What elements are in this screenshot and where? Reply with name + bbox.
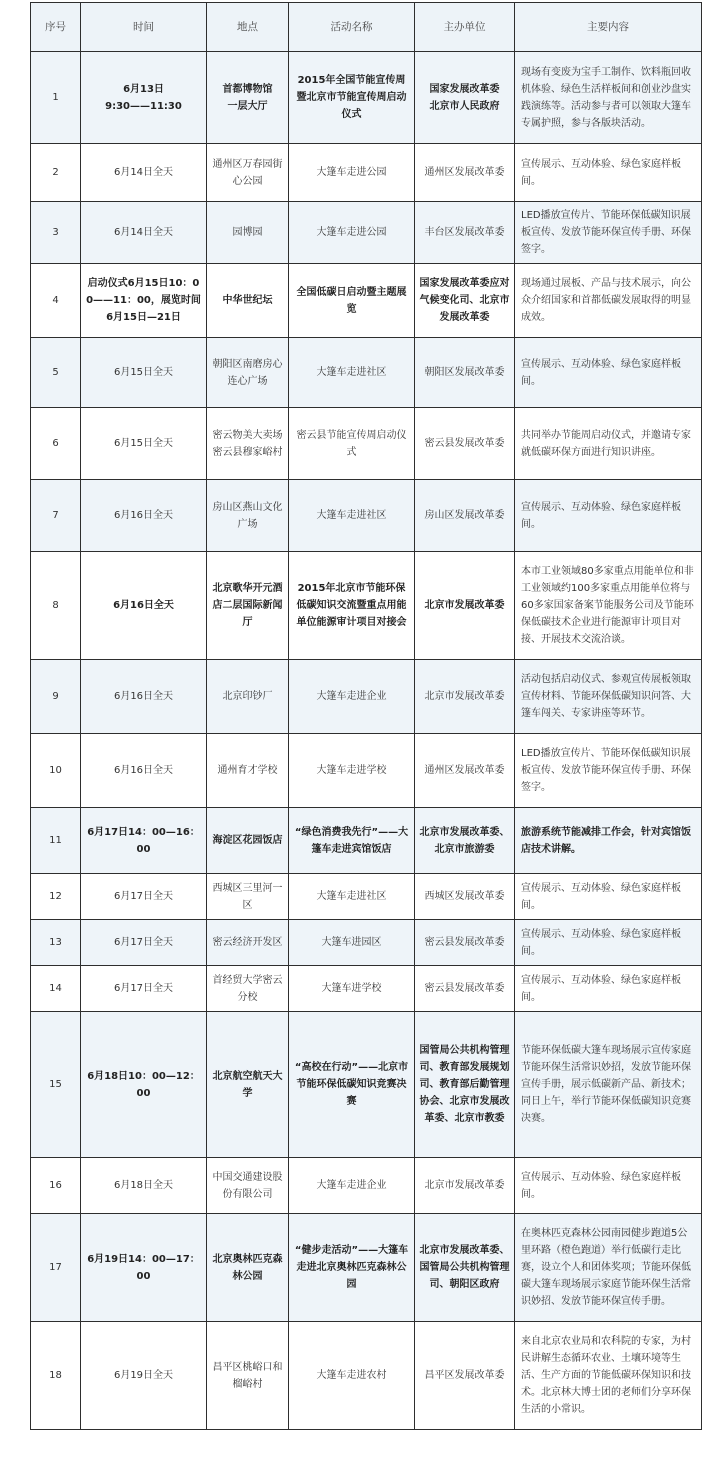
cell-no: 10: [31, 734, 81, 808]
cell-place: 北京航空航天大学: [207, 1012, 289, 1158]
cell-time: 启动仪式6月15日10：00——11：00，展览时间6月15日—21日: [81, 264, 207, 338]
cell-time: 6月16日全天: [81, 660, 207, 734]
cell-time: 6月16日全天: [81, 552, 207, 660]
cell-time: 6月19日全天: [81, 1322, 207, 1430]
cell-activity: 大篷车走进农村: [289, 1322, 415, 1430]
cell-organizer: 西城区发展改革委: [415, 874, 515, 920]
header-activity: 活动名称: [289, 3, 415, 52]
cell-time: 6月14日全天: [81, 144, 207, 202]
table-row: [31, 734, 702, 808]
cell-place: 密云物美大卖场 密云县穆家峪村: [207, 408, 289, 480]
cell-organizer: 密云县发展改革委: [415, 966, 515, 1012]
schedule-table-wrapper: [30, 2, 701, 1430]
cell-place: 北京歌华开元酒店二层国际新闻厅: [207, 552, 289, 660]
table-row: [31, 480, 702, 552]
cell-content: 宣传展示、互动体验、绿色家庭样板间。: [515, 144, 702, 202]
table-row: [31, 1158, 702, 1214]
cell-place: 通州区万春园街心公园: [207, 144, 289, 202]
cell-organizer: 国家发展改革委 北京市人民政府: [415, 52, 515, 144]
cell-place: 首都博物馆 一层大厅: [207, 52, 289, 144]
cell-organizer: 北京市发展改革委: [415, 552, 515, 660]
cell-place: 朝阳区南磨房心连心广场: [207, 338, 289, 408]
cell-content: 共同举办节能周启动仪式，并邀请专家就低碳环保方面进行知识讲座。: [515, 408, 702, 480]
table-row: [31, 1012, 702, 1158]
cell-organizer: 密云县发展改革委: [415, 920, 515, 966]
cell-time: 6月17日全天: [81, 966, 207, 1012]
cell-content: 在奥林匹克森林公园南园健步跑道5公里环路（橙色跑道）举行低碳行走比赛，设立个人和团体奖项；节能环保低碳大篷车现场展示家庭节能环保生活常识妙招、发放节能环保宣传手册。: [515, 1214, 702, 1322]
cell-time: 6月18日10：00—12：00: [81, 1012, 207, 1158]
table-row: [31, 660, 702, 734]
cell-time: 6月17日全天: [81, 874, 207, 920]
cell-content: 宣传展示、互动体验、绿色家庭样板间。: [515, 966, 702, 1012]
cell-activity: “健步走活动”——大篷车走进北京奥林匹克森林公园: [289, 1214, 415, 1322]
cell-activity: 2015年北京市节能环保低碳知识交流暨重点用能单位能源审计项目对接会: [289, 552, 415, 660]
cell-content: 宣传展示、互动体验、绿色家庭样板间。: [515, 338, 702, 408]
cell-content: 活动包括启动仪式、参观宣传展板领取宣传材料、节能环保低碳知识问答、大篷车闯关、专家讲座等环节。: [515, 660, 702, 734]
cell-place: 北京奥林匹克森林公园: [207, 1214, 289, 1322]
header-no: 序号: [31, 3, 81, 52]
header-organizer: 主办单位: [415, 3, 515, 52]
cell-organizer: 国家发展改革委应对气候变化司、北京市发展改革委: [415, 264, 515, 338]
cell-no: 12: [31, 874, 81, 920]
cell-content: 旅游系统节能减排工作会，针对宾馆饭店技术讲解。: [515, 808, 702, 874]
cell-organizer: 北京市发展改革委: [415, 1158, 515, 1214]
cell-time: 6月13日 9:30——11:30: [81, 52, 207, 144]
cell-activity: 大篷车进学校: [289, 966, 415, 1012]
cell-no: 14: [31, 966, 81, 1012]
cell-activity: 大篷车走进社区: [289, 338, 415, 408]
cell-organizer: 丰台区发展改革委: [415, 202, 515, 264]
cell-content: 宣传展示、互动体验、绿色家庭样板间。: [515, 1158, 702, 1214]
cell-place: 中华世纪坛: [207, 264, 289, 338]
cell-activity: 大篷车走进公园: [289, 202, 415, 264]
cell-place: 园博园: [207, 202, 289, 264]
cell-place: 房山区燕山文化广场: [207, 480, 289, 552]
cell-time: 6月15日全天: [81, 408, 207, 480]
cell-activity: 大篷车进园区: [289, 920, 415, 966]
cell-activity: 大篷车走进企业: [289, 1158, 415, 1214]
cell-organizer: 通州区发展改革委: [415, 144, 515, 202]
cell-activity: 大篷车走进社区: [289, 874, 415, 920]
cell-organizer: 房山区发展改革委: [415, 480, 515, 552]
cell-organizer: 通州区发展改革委: [415, 734, 515, 808]
header-content: 主要内容: [515, 3, 702, 52]
cell-content: 来自北京农业局和农科院的专家，为村民讲解生态循环农业、土壤环境等生活、生产方面的节能低碳环保知识和技术。北京林大博士团的老师们分享环保生活的小常识。: [515, 1322, 702, 1430]
cell-organizer: 密云县发展改革委: [415, 408, 515, 480]
cell-no: 6: [31, 408, 81, 480]
cell-time: 6月14日全天: [81, 202, 207, 264]
cell-activity: 大篷车走进社区: [289, 480, 415, 552]
cell-content: LED播放宣传片、节能环保低碳知识展板宣传、发放节能环保宣传手册、环保签字。: [515, 202, 702, 264]
cell-organizer: 北京市发展改革委、国管局公共机构管理司、朝阳区政府: [415, 1214, 515, 1322]
cell-time: 6月16日全天: [81, 480, 207, 552]
table-row: [31, 966, 702, 1012]
cell-content: 宣传展示、互动体验、绿色家庭样板间。: [515, 920, 702, 966]
cell-activity: 2015年全国节能宣传周暨北京市节能宣传周启动仪式: [289, 52, 415, 144]
cell-time: 6月17日14：00—16：00: [81, 808, 207, 874]
table-row: [31, 874, 702, 920]
cell-place: 中国交通建设股份有限公司: [207, 1158, 289, 1214]
cell-activity: 大篷车走进企业: [289, 660, 415, 734]
table-row: [31, 338, 702, 408]
table-row: [31, 264, 702, 338]
header-time: 时间: [81, 3, 207, 52]
table-row: [31, 144, 702, 202]
table-row: [31, 552, 702, 660]
cell-place: 首经贸大学密云分校: [207, 966, 289, 1012]
schedule-table: [30, 2, 702, 1430]
cell-activity: 全国低碳日启动暨主题展览: [289, 264, 415, 338]
cell-organizer: 北京市发展改革委: [415, 660, 515, 734]
cell-organizer: 朝阳区发展改革委: [415, 338, 515, 408]
table-row: [31, 1322, 702, 1430]
cell-no: 17: [31, 1214, 81, 1322]
cell-time: 6月15日全天: [81, 338, 207, 408]
cell-organizer: 国管局公共机构管理司、教育部发展规划司、教育部后勤管理协会、北京市发展改革委、北京市教委: [415, 1012, 515, 1158]
cell-no: 15: [31, 1012, 81, 1158]
table-row: [31, 202, 702, 264]
cell-no: 1: [31, 52, 81, 144]
cell-time: 6月16日全天: [81, 734, 207, 808]
cell-organizer: 昌平区发展改革委: [415, 1322, 515, 1430]
cell-activity: “绿色消费我先行”——大篷车走进宾馆饭店: [289, 808, 415, 874]
cell-no: 18: [31, 1322, 81, 1430]
cell-content: 宣传展示、互动体验、绿色家庭样板间。: [515, 480, 702, 552]
cell-time: 6月17日全天: [81, 920, 207, 966]
cell-no: 9: [31, 660, 81, 734]
cell-place: 海淀区花园饭店: [207, 808, 289, 874]
cell-place: 密云经济开发区: [207, 920, 289, 966]
cell-no: 5: [31, 338, 81, 408]
cell-place: 北京印钞厂: [207, 660, 289, 734]
table-row: [31, 52, 702, 144]
table-row: [31, 1214, 702, 1322]
cell-content: 现场有变废为宝手工制作、饮料瓶回收机体验、绿色生活样板间和创业沙盘实践演练等。活动参与者可以领取大篷车专属护照，参与各版块活动。: [515, 52, 702, 144]
cell-no: 13: [31, 920, 81, 966]
table-row: [31, 808, 702, 874]
cell-content: 节能环保低碳大篷车现场展示宣传家庭节能环保生活常识妙招，发放节能环保宣传手册，展示低碳新产品、新技术；同日上午，举行节能环保低碳知识竞赛决赛。: [515, 1012, 702, 1158]
cell-activity: 大篷车走进公园: [289, 144, 415, 202]
cell-content: 宣传展示、互动体验、绿色家庭样板间。: [515, 874, 702, 920]
cell-time: 6月19日14：00—17：00: [81, 1214, 207, 1322]
header-row: [31, 3, 702, 52]
cell-no: 7: [31, 480, 81, 552]
cell-content: LED播放宣传片、节能环保低碳知识展板宣传、发放节能环保宣传手册、环保签字。: [515, 734, 702, 808]
cell-no: 8: [31, 552, 81, 660]
table-row: [31, 920, 702, 966]
cell-place: 西城区三里河一区: [207, 874, 289, 920]
cell-organizer: 北京市发展改革委、北京市旅游委: [415, 808, 515, 874]
cell-place: 通州育才学校: [207, 734, 289, 808]
cell-no: 4: [31, 264, 81, 338]
cell-place: 昌平区桃峪口和榴峪村: [207, 1322, 289, 1430]
cell-time: 6月18日全天: [81, 1158, 207, 1214]
table-row: [31, 408, 702, 480]
table-body: [31, 52, 702, 1430]
cell-content: 本市工业领域80多家重点用能单位和非工业领域约100多家重点用能单位将与60多家国家备案节能服务公司及节能环保低碳技术企业进行能源审计项目对接、开展技术交流洽谈。: [515, 552, 702, 660]
cell-activity: 大篷车走进学校: [289, 734, 415, 808]
cell-no: 2: [31, 144, 81, 202]
header-place: 地点: [207, 3, 289, 52]
cell-activity: 密云县节能宣传周启动仪式: [289, 408, 415, 480]
cell-activity: “高校在行动”——北京市节能环保低碳知识竞赛决赛: [289, 1012, 415, 1158]
cell-no: 11: [31, 808, 81, 874]
cell-content: 现场通过展板、产品与技术展示，向公众介绍国家和首都低碳发展取得的明显成效。: [515, 264, 702, 338]
cell-no: 16: [31, 1158, 81, 1214]
cell-no: 3: [31, 202, 81, 264]
